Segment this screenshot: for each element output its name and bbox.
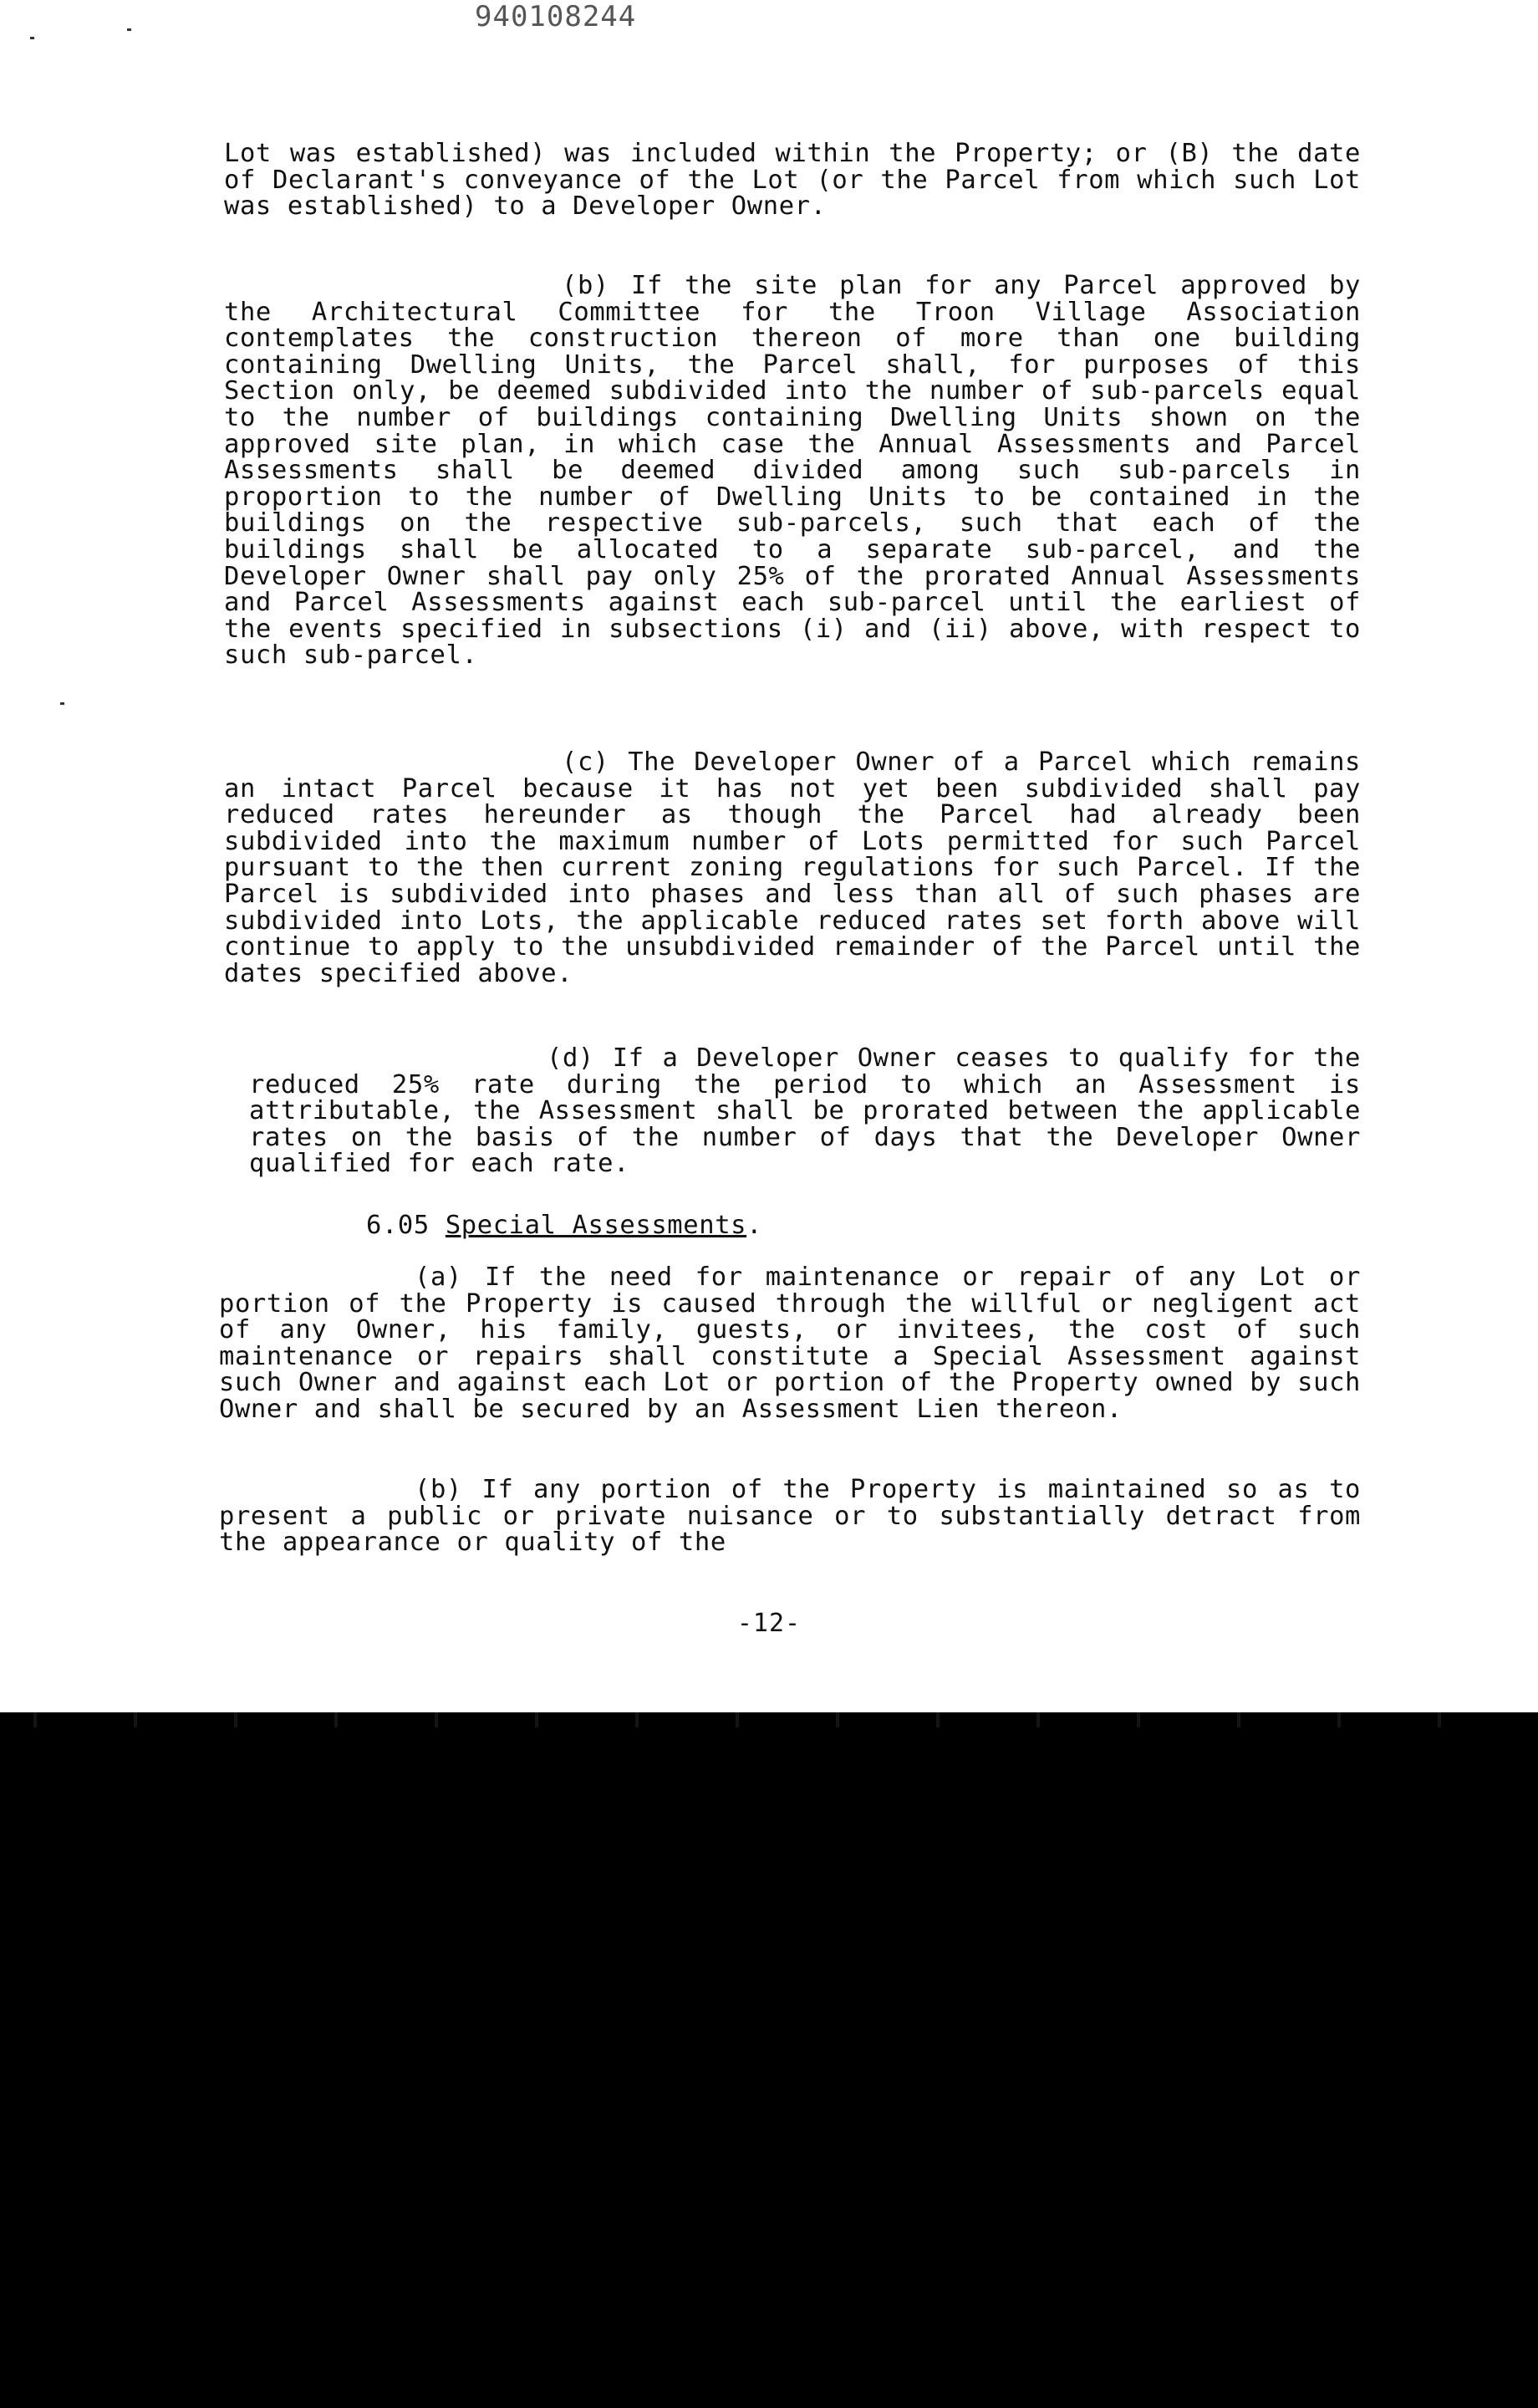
scan-speck [127, 28, 131, 31]
section-number: 6.05 [366, 1211, 430, 1240]
scan-speck [60, 702, 64, 705]
section-title: Special Assessments [445, 1211, 747, 1240]
scan-bottom-edge [0, 1712, 1538, 1727]
page-number: -12- [736, 1609, 802, 1638]
paragraph-special-a: (a) If the need for maintenance or repair of any Lot or portion of the Property is caused through the willful or negligent act of any Owner, his family, guests, or invitees, the cost of such maintenance or repairs shall constitute a Special Assessment against such Owner and against each Lot or portion of the Property owned by such Owner and shall be secured by an Assessment Lien thereon. [219, 1263, 1361, 1424]
paragraph-continuation: Lot was established) was included within the Property; or (B) the date of Declarant's conveyance of the Lot (or the Parcel from which such Lot was established) to a Developer Owner. [224, 139, 1361, 222]
paragraph-d: (d) If a Developer Owner ceases to qualify for the reduced 25% rate during the period to which an Assessment is attributable, the Assessment shall be prorated between the applicable rates on the basis of the number of days that the Developer Owner qualified for each rate. [249, 1043, 1361, 1179]
document-id: 940108244 [475, 0, 637, 33]
section-heading [366, 1212, 762, 1239]
section-period: . [746, 1211, 763, 1240]
paragraph-c: (c) The Developer Owner of a Parcel which remains an intact Parcel because it has not yet been subdivided shall pay reduced rates hereunder as though the Parcel had already been subdivided into the maximum number of Lots permitted for such Parcel pursuant to the then current zoning regulations for such Parcel. If the Parcel is subdivided into phases and less than all of such phases are subdivided into Lots, the applicable reduced rates set forth above will continue to apply to the unsubdivided remainder of the Parcel until the dates specified above. [224, 747, 1361, 988]
paragraph-b: (b) If the site plan for any Parcel approved by the Architectural Committee for the Troon Village Association contemplates the construction thereon of more than one building containing Dwelling Units, the Parcel shall, for purposes of this Section only, be deemed subdivided into the number of sub-parcels equal to the number of buildings containing Dwelling Units shown on the approved site plan, in which case the Annual Assessments and Parcel Assessments shall be deemed divided among such sub-parcels in proportion to the number of Dwelling Units to be contained in the buildings on the respective sub-parcels, such that each of the buildings shall be allocated to a separate sub-parcel, and the Developer Owner shall pay only 25% of the prorated Annual Assessments and Parcel Assessments against each sub-parcel until the earliest of the events specified in subsections (i) and (ii) above, with respect to such sub-parcel. [224, 271, 1361, 671]
paragraph-special-b: (b) If any portion of the Property is maintained so as to present a public or private nuisance or to substantially detract from the appearance or quality of the [219, 1475, 1361, 1558]
scan-speck [30, 37, 34, 39]
